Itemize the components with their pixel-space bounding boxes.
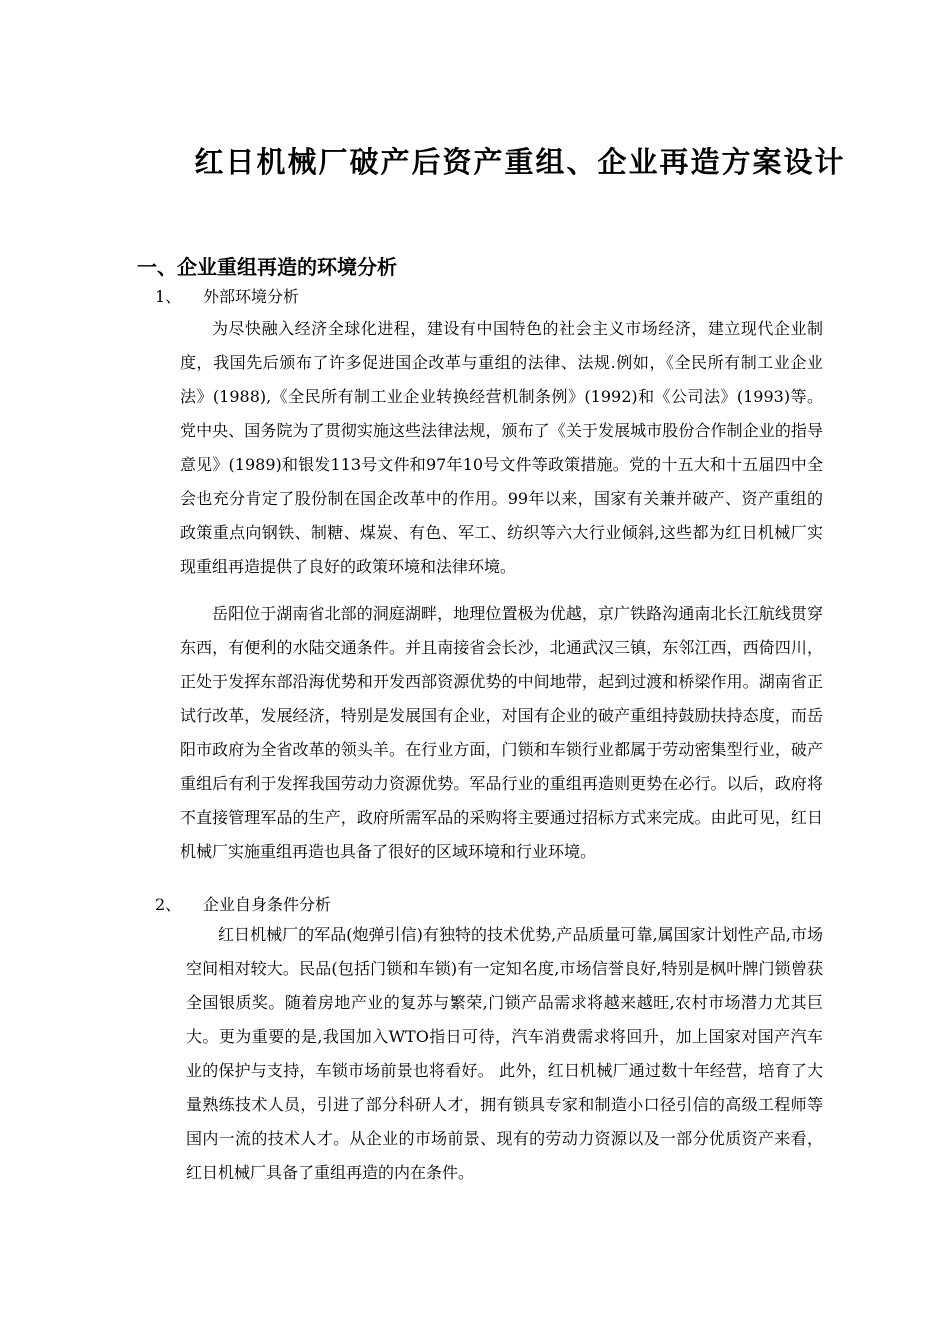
section-heading: 一、企业重组再造的环境分析 xyxy=(137,255,397,279)
subsection-number: 1、 xyxy=(155,287,182,306)
subsection-internal-conditions xyxy=(155,893,331,917)
document-title: 红日机械厂破产后资产重组、企业再造方案设计 xyxy=(194,145,846,179)
subsection-label: 企业自身条件分析 xyxy=(203,895,332,914)
subsection-external-environment xyxy=(155,285,299,309)
paragraph-regional-environment: 岳阳位于湖南省北部的洞庭湖畔，地理位置极为优越，京广铁路沟通南北长江航线贯穿东西，有便利的水陆交通条件。并且南接省会长沙，北通武汉三镇，东邻江西，西倚四川，正处于发挥东部沿海优势和开发西部资源优势的中间地带，起到过渡和桥梁作用。湖南省正试行改革，发展经济，特别是发展国有企业，对国有企业的破产重组持鼓励扶持态度，而岳阳市政府为全省改革的领头羊。在行业方面，门锁和车锁行业都属于劳动密集型行业，破产重组后有利于发挥我国劳动力资源优势。军品行业的重组再造则更势在必行。以后，政府将不直接管理军品的生产，政府所需军品的采购将主要通过招标方式来完成。由此可见，红日机械厂实施重组再造也具备了很好的区域环境和行业环境。 xyxy=(180,604,823,861)
paragraph-policy-environment: 为尽快融入经济全球化进程，建设有中国特色的社会主义市场经济，建立现代企业制度，我国先后颁布了许多促进国企改革与重组的法律、法规.例如，《全民所有制工业企业法》(1988),《全民所有制工业企业转换经营机制条例》(1992)和《公司法》(1993)等。 党中央、国务院为了贯彻实施这些法律法规，颁布了《关于发展城市股份合作制企业的指导意见》(1989)和银发113号文件和97年10号文件等政策措施。党的十五大和十五届四中全会也充分肯定了股份制在国企改革中的作用。99年以来，国家有关兼并破产、资产重组的政策重点向钢铁、制糖、煤炭、有色、军工、纺织等六大行业倾斜,这些都为红日机械厂实现重组再造提供了良好的政策环境和法律环境。 xyxy=(180,319,823,576)
subsection-number: 2、 xyxy=(155,895,182,914)
paragraph-enterprise-conditions: 红日机械厂的军品(炮弹引信)有独特的技术优势,产品质量可靠,属国家计划性产品,市场空间相对较大。民品(包括门锁和车锁)有一定知名度,市场信誉良好,特别是枫叶牌门锁曾获全国银质奖。随着房地产业的复苏与繁荣,门锁产品需求将越来越旺,农村市场潜力尤其巨大。更为重要的是,我国加入WTO指日可待，汽车消费需求将回升，加上国家对国产汽车业的保护与支持，车锁市场前景也将看好。 此外，红日机械厂通过数十年经营，培育了大量熟练技术人员，引进了部分科研人才，拥有锁具专家和制造小口径引信的高级工程师等国内一流的技术人才。从企业的市场前景、现有的劳动力资源以及一部分优质资产来看，红日机械厂具备了重组再造的内在条件。 xyxy=(186,925,823,1182)
subsection-label: 外部环境分析 xyxy=(203,287,300,306)
